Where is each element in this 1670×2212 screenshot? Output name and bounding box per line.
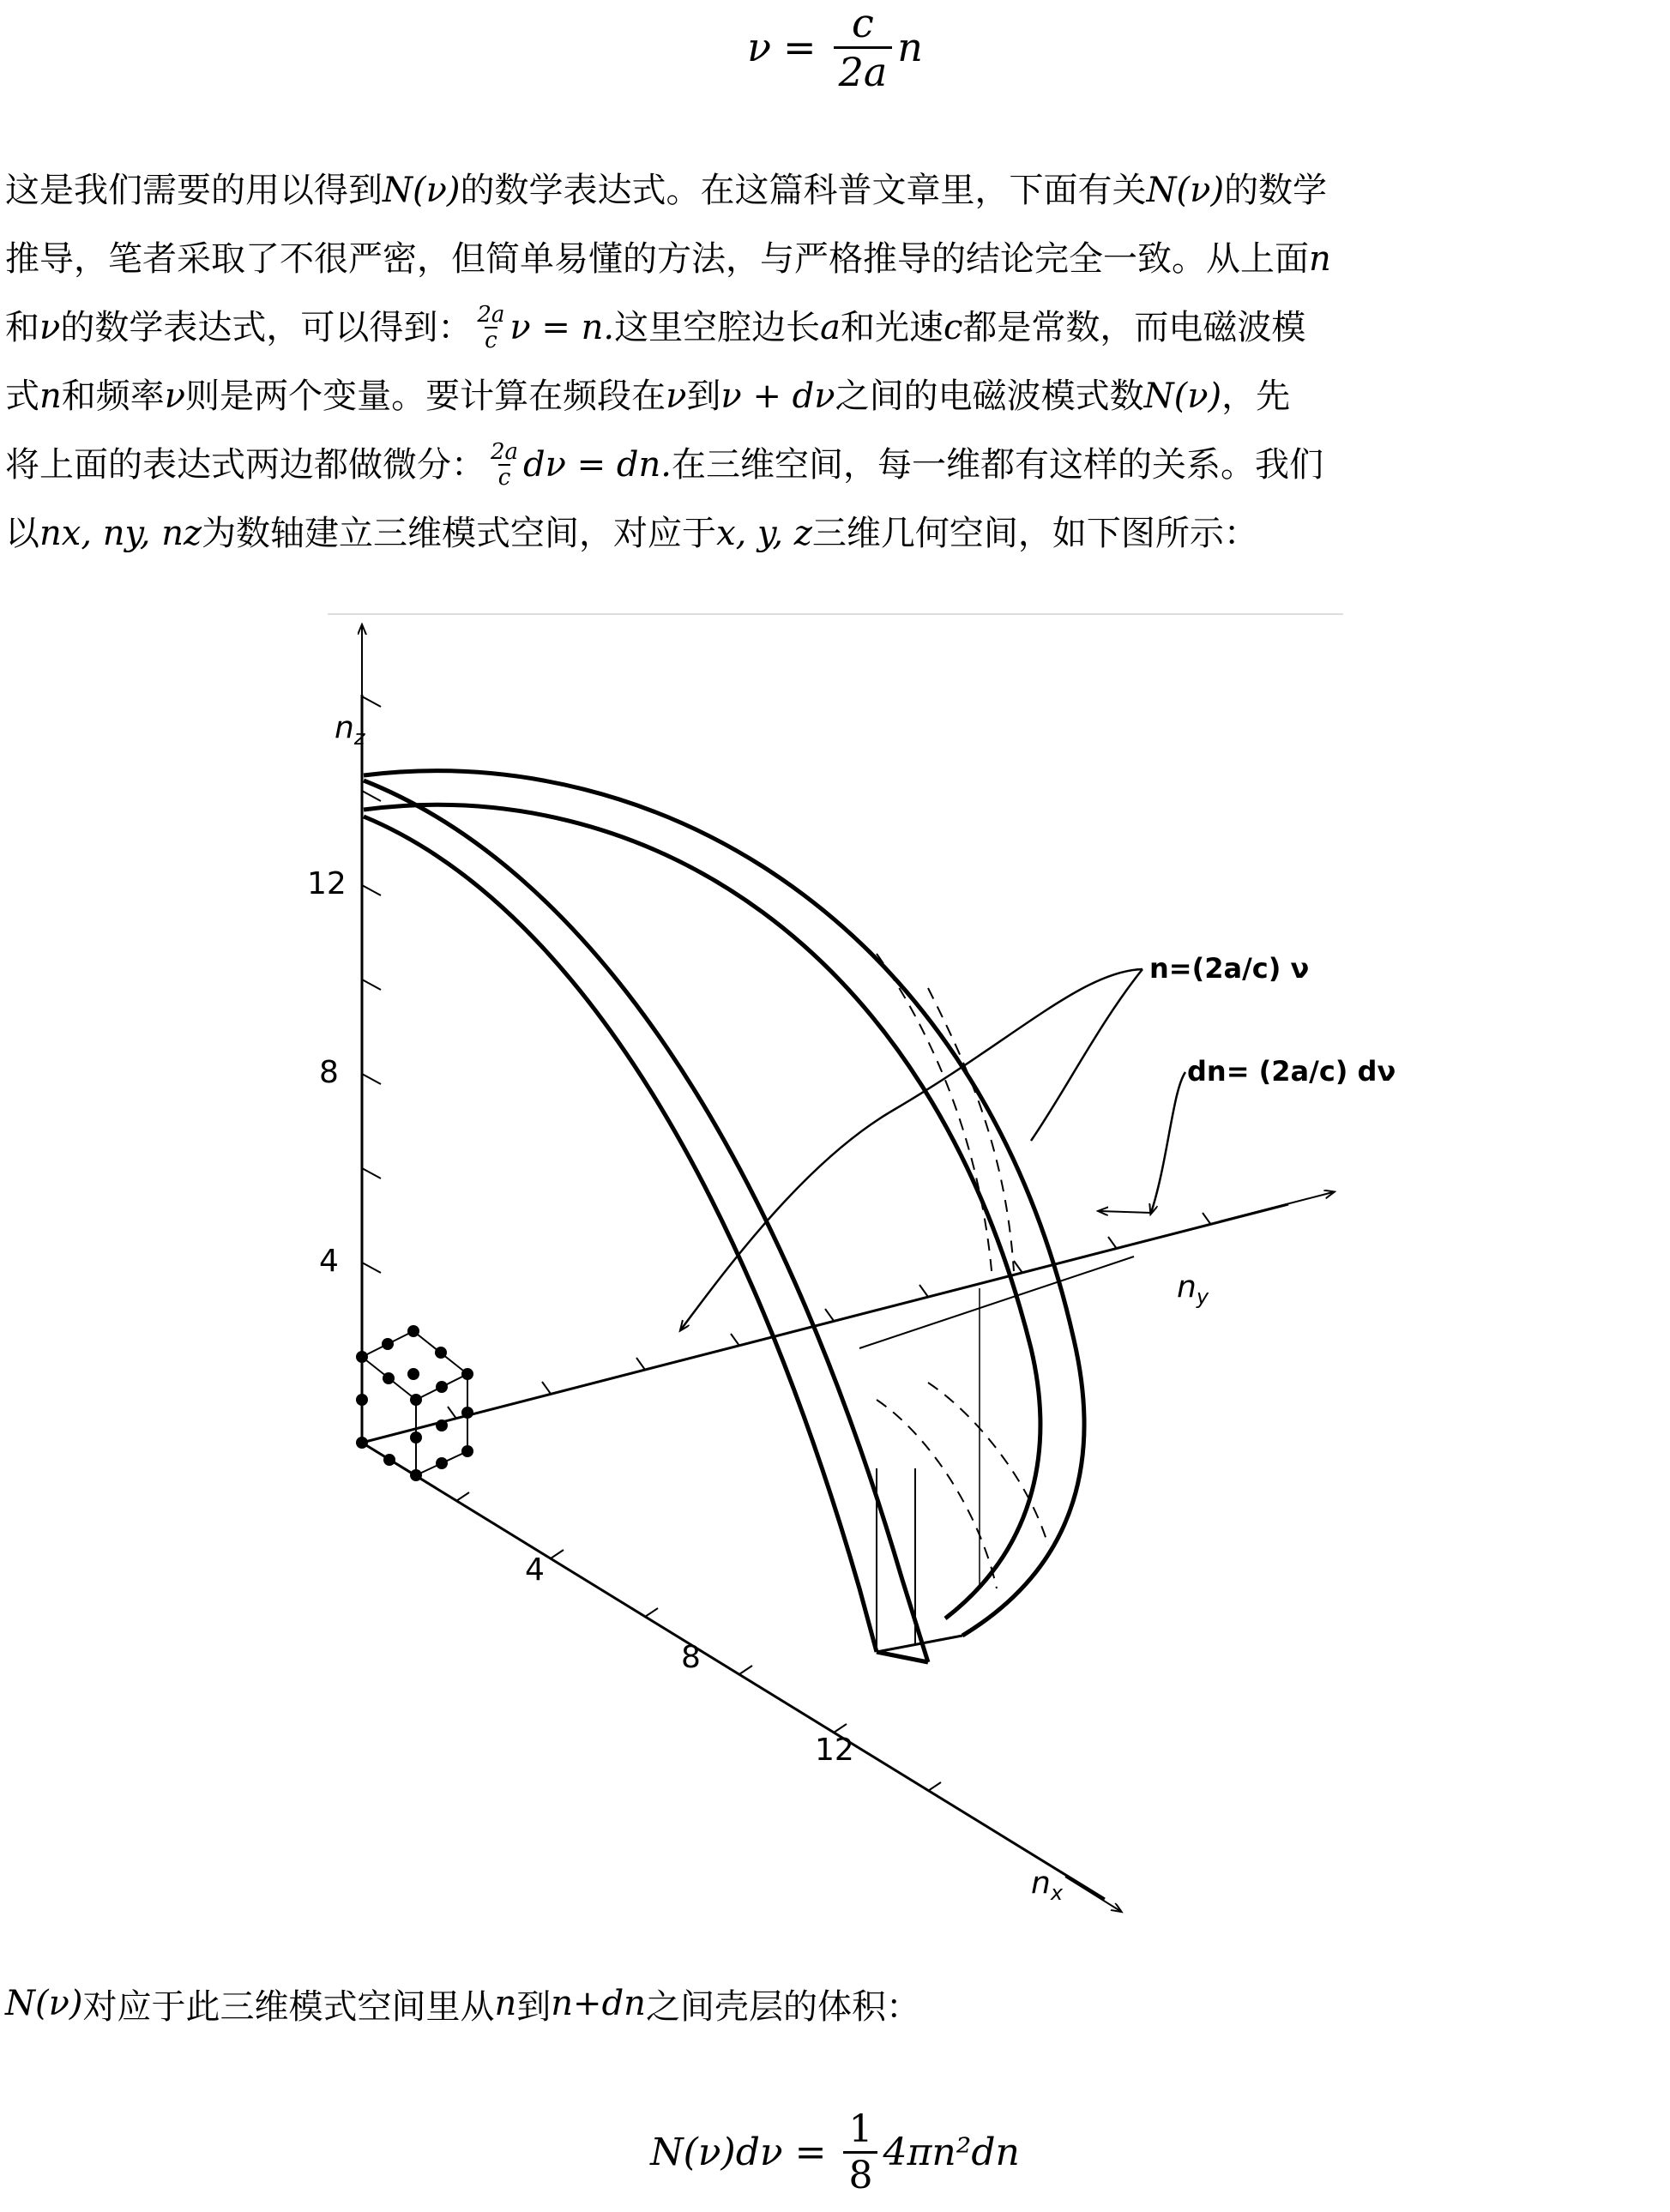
- eq-numerator: c: [852, 0, 874, 46]
- frac-num: 2a: [491, 439, 519, 465]
- y-axis-label: $n_y$: [1177, 1269, 1209, 1309]
- eq-equals: =: [783, 24, 817, 70]
- frac-den: c: [485, 328, 497, 353]
- z-tick-12: 12: [307, 866, 347, 901]
- x-tick-4: 4: [525, 1552, 545, 1588]
- eq-rest: n: [897, 24, 923, 70]
- y-arrow: [1220, 1192, 1333, 1221]
- eq-numerator: 1: [848, 2107, 873, 2151]
- equation-shell-volume: [0, 2093, 1670, 2212]
- annotation-arrow-dn: [1151, 1072, 1185, 1213]
- eq-equals: =: [794, 2131, 827, 2174]
- figure-caption: [5, 1978, 920, 2029]
- eq-lhs: ν: [747, 24, 772, 70]
- z-axis-label: $n_z$: [335, 710, 365, 750]
- y-axis: [362, 1204, 1288, 1443]
- shell-outer: [364, 771, 1084, 1636]
- x-tick-8: 8: [681, 1640, 701, 1675]
- equation-nu: [0, 0, 1670, 94]
- para-line-1: 这是我们需要的用以得到 N(ν) 的数学表达式。在这篇科普文章里，下面有关 N(ν) 的数学: [5, 171, 1328, 210]
- text: 对应于此三维模式空间里从: [82, 1986, 495, 2027]
- frac-den: c: [497, 465, 511, 491]
- mode-dots: [356, 1325, 473, 1481]
- annotation-arrow-n: [681, 969, 1142, 1329]
- inline-fraction: [491, 440, 518, 490]
- para-line-3: 和 ν 的数学表达式，可以得到： $\frac{2a}{c}$ ν = n. 这里空腔边长 a 和光速 c 都是常数，而电磁波模: [5, 302, 1306, 353]
- annotation-dn-label: dn= (2a/c) dν: [1187, 1055, 1396, 1088]
- para-line-5: 将上面的表达式两边都做微分： $\frac{2a}{c}$ dν = dn. 在三维空间，每一维都有这样的关系。我们: [5, 439, 1323, 491]
- x-tick-12: 12: [815, 1733, 854, 1768]
- frac-num: 2a: [477, 302, 505, 328]
- math-N: N(ν): [5, 1984, 83, 2023]
- x-arrow: [1065, 1877, 1120, 1911]
- z-tick-4: 4: [319, 1244, 339, 1279]
- eq-lhs: N(ν)dν: [650, 2131, 783, 2174]
- annotation-arrow-n-2: [1031, 969, 1142, 1141]
- math-n: n: [494, 1984, 517, 2023]
- eq-fraction: [834, 0, 893, 95]
- math-ndn: n+dn: [551, 1984, 646, 2023]
- shell-outer-inner: [364, 805, 1040, 1618]
- text: 之间壳层的体积：: [645, 1986, 920, 2027]
- dashed-arc-3: [877, 954, 992, 1280]
- para-line-4: 式 n 和频率 ν 则是两个变量。要计算在频段在 ν 到 ν + dν 之间的电磁波模式数 N(ν) ，先: [5, 377, 1291, 416]
- text: 到: [516, 1986, 552, 2027]
- x-axis: [362, 1443, 1105, 1899]
- shell-bottom-edge: [877, 1652, 928, 1662]
- eq-denominator: 8: [843, 2151, 877, 2197]
- mode-space-diagram: [307, 611, 1396, 1932]
- z-tick-8: 8: [319, 1055, 339, 1090]
- dashed-arc-2: [928, 1383, 1048, 1546]
- eq-fraction: [843, 2107, 877, 2197]
- x-axis-label: $n_x$: [1031, 1865, 1064, 1905]
- annotation-arrow-dn-2: [1100, 1211, 1151, 1213]
- para-line-2: 推导，笔者采取了不很严密，但简单易懂的方法，与严格推导的结论完全一致。从上面 n: [5, 239, 1331, 279]
- mode-space-figure: [307, 611, 1396, 1932]
- eq-denominator: 2a: [834, 46, 893, 95]
- ray-line: [859, 1257, 1134, 1348]
- annotation-n-label: n=(2a/c) ν: [1149, 952, 1310, 985]
- inline-fraction: [477, 303, 504, 353]
- eq-rest: 4πn²dn: [883, 2131, 1020, 2174]
- y-ticks: [448, 1213, 1211, 1419]
- para-line-6: 以 nx, ny, nz 为数轴建立三维模式空间，对应于 x, y, z 三维几何空间，如下图所示：: [5, 514, 1258, 553]
